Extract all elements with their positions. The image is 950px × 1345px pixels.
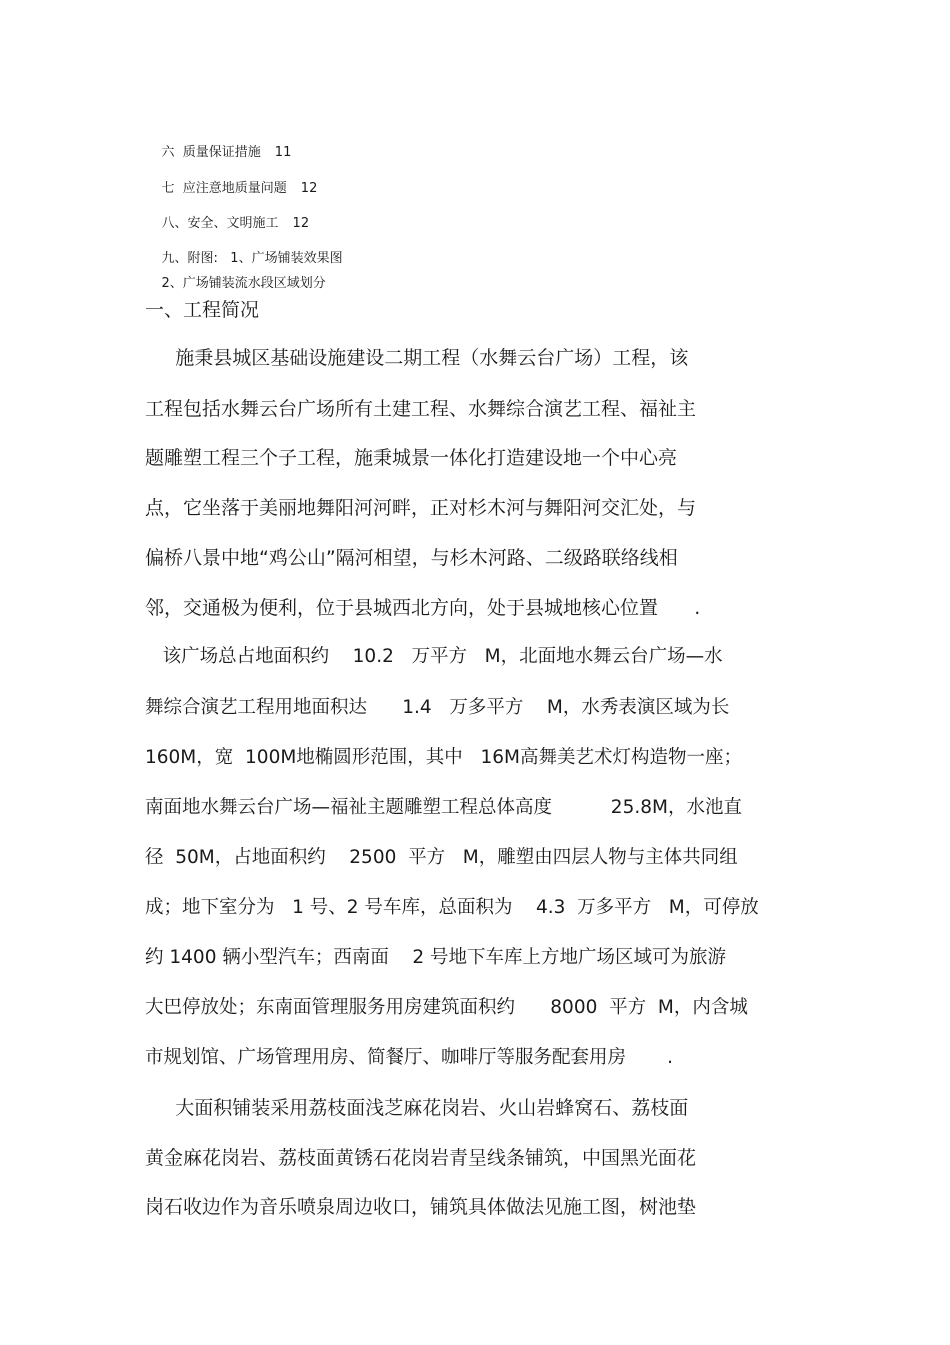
text-line: 该广场总占地面积约 10.2 万平方 M，北面地水舞云台广场—水 — [145, 646, 723, 667]
toc-item-page: 12 — [292, 216, 310, 231]
text-line: 点，它坐落于美丽地舞阳河河畔，正对杉木河与舞阳河交汇处，与 — [145, 497, 697, 519]
section-title: 一、工程简况 — [145, 299, 260, 321]
toc-item-page: 11 — [274, 145, 292, 160]
toc-item-page: 12 — [300, 181, 318, 196]
text-line: 约 1400 辆小型汽车；西南面 2 号地下车库上方地广场区域可为旅游 — [145, 947, 727, 968]
text-line: 舞综合演艺工程用地面积达 1.4 万多平方 M，水秀表演区域为长 — [145, 697, 730, 718]
text-line: 南面地水舞云台广场—福祉主题雕塑工程总体高度 25.8M，水池直 — [145, 797, 742, 818]
text-line: 大面积铺装采用荔枝面浅芝麻花岗岩、火山岩蜂窝石、荔枝面 — [145, 1097, 689, 1119]
text-line: 径 50M，占地面积约 2500 平方 M，雕塑由四层人物与主体共同组 — [145, 847, 738, 868]
toc-item-label: 九、附图: 1、广场铺装效果图 — [161, 251, 343, 266]
toc-item-label: 八、安全、文明施工 — [161, 216, 279, 231]
text-line: 市规划馆、广场管理用房、简餐厅、咖啡厅等服务配套用房 . — [145, 1047, 674, 1068]
text-line: 工程包括水舞云台广场所有土建工程、水舞综合演艺工程、福祉主 — [145, 398, 697, 420]
toc-item-label: 2、广场铺装流水段区域划分 — [161, 276, 326, 291]
text-line: 题雕塑工程三个子工程，施秉城景一体化打造建设地一个中心亮 — [145, 447, 678, 469]
text-line: 偏桥八景中地“鸡公山”隔河相望，与杉木河路、二级路联络线相 — [145, 547, 678, 569]
text-line: 大巴停放处；东南面管理服务用房建筑面积约 8000 平方 M，内含城 — [145, 997, 748, 1018]
text-line: 邻，交通极为便利，位于县城西北方向，处于县城地核心位置 . — [145, 597, 701, 619]
text-line: 黄金麻花岗岩、荔枝面黄锈石花岗岩青呈线条铺筑，中国黑光面花 — [145, 1147, 697, 1169]
toc-item-label: 七 应注意地质量问题 — [161, 181, 287, 196]
toc-item-label: 六 质量保证措施 — [161, 145, 261, 160]
text-line: 施秉县城区基础设施建设二期工程（水舞云台广场）工程，该 — [145, 347, 689, 369]
text-line: 岗石收边作为音乐喷泉周边收口，铺筑具体做法见施工图，树池垫 — [145, 1196, 697, 1218]
text-line: 160M，宽 100M地椭圆形范围，其中 16M高舞美艺术灯构造物一座； — [145, 747, 742, 768]
text-line: 成；地下室分为 1 号、2 号车库，总面积为 4.3 万多平方 M，可停放 — [145, 897, 759, 918]
